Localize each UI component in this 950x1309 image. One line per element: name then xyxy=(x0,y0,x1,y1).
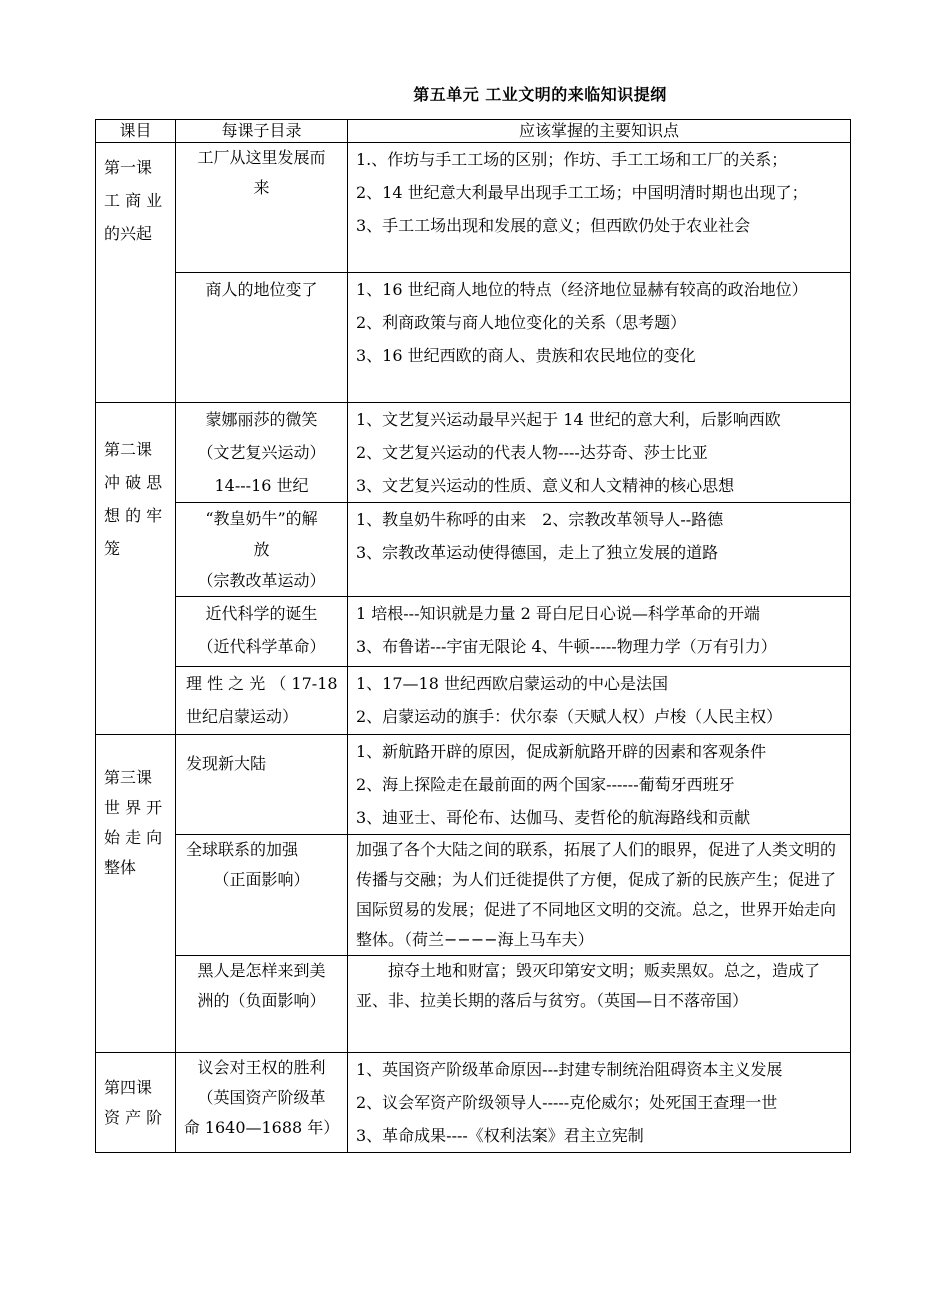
key-points: 1 培根---知识就是力量 2 哥白尼日心说—科学革命的开端 3、布鲁诺---宇宙无限论 4、牛顿-----物理力学（万有引力） xyxy=(348,597,851,667)
subsection-title: “教皇奶牛”的解 放 （宗教改革运动） xyxy=(176,503,348,597)
header-subsection: 每课子目录 xyxy=(176,120,348,143)
subsection-title: 近代科学的诞生 （近代科学革命） xyxy=(176,597,348,667)
subsection-title: 议会对王权的胜利 （英国资产阶级革 命 1640—1688 年） xyxy=(176,1053,348,1153)
lesson-name: 第三课 世 界 开 始 走 向 整体 xyxy=(96,735,176,1053)
key-points: 1、教皇奶牛称呼的由来 2、宗教改革领导人--路德 3、宗教改革运动使得德国，走上了独立发展的道路 xyxy=(348,503,851,597)
subsection-title: 全球联系的加强 （正面影响） xyxy=(176,835,348,956)
table-row xyxy=(96,503,851,597)
table-row xyxy=(96,735,851,835)
key-points: 掠夺土地和财富；毁灭印第安文明；贩卖黑奴。总之，造成了亚、非、拉美长期的落后与贫穷。（英国—日不落帝国） xyxy=(348,956,851,1053)
header-row xyxy=(96,120,851,143)
key-points: 1、17—18 世纪西欧启蒙运动的中心是法国 2、启蒙运动的旗手：伏尔泰（天赋人权）卢梭（人民主权） xyxy=(348,667,851,735)
table-row xyxy=(96,1053,851,1153)
subsection-title: 工厂从这里发展而 来 xyxy=(176,143,348,273)
subsection-title: 理 性 之 光 （ 17-18 世纪启蒙运动） xyxy=(176,667,348,735)
table-row xyxy=(96,667,851,735)
key-points: 1、16 世纪商人地位的特点（经济地位显赫有较高的政治地位） 2、利商政策与商人地位变化的关系（思考题） 3、16 世纪西欧的商人、贵族和农民地位的变化 xyxy=(348,273,851,403)
subsection-title: 发现新大陆 xyxy=(176,735,348,835)
table-row xyxy=(96,835,851,956)
page-title: 第五单元 工业文明的来临知识提纲 xyxy=(413,85,667,104)
subsection-title: 商人的地位变了 xyxy=(176,273,348,403)
table-row xyxy=(96,273,851,403)
key-points: 1.、作坊与手工工场的区别；作坊、手工工场和工厂的关系； 2、14 世纪意大利最早出现手工工场；中国明清时期也出现了； 3、手工工场出现和发展的意义；但西欧仍处于农业社会 xyxy=(348,143,851,273)
header-lesson: 课目 xyxy=(96,120,176,143)
header-key-points: 应该掌握的主要知识点 xyxy=(348,120,851,143)
lesson-name: 第四课 资 产 阶 xyxy=(96,1053,176,1153)
key-points: 加强了各个大陆之间的联系，拓展了人们的眼界，促进了人类文明的传播与交融；为人们迁徙提供了方便，促成了新的民族产生；促进了国际贸易的发展；促进了不同地区文明的交流。总之，世界开始走向整体。（荷兰−−−−海上马车夫） xyxy=(348,835,851,956)
subsection-title: 蒙娜丽莎的微笑 （文艺复兴运动） 14---16 世纪 xyxy=(176,403,348,503)
table-row xyxy=(96,956,851,1053)
key-points: 1、新航路开辟的原因，促成新航路开辟的因素和客观条件 2、海上探险走在最前面的两个国家------葡萄牙西班牙 3、迪亚士、哥伦布、达伽马、麦哲伦的航海路线和贡献 xyxy=(348,735,851,835)
table-row xyxy=(96,403,851,503)
knowledge-table xyxy=(95,119,851,1153)
lesson-name: 第二课 冲 破 思 想 的 牢 笼 xyxy=(96,403,176,735)
lesson-name: 第一课 工 商 业 的兴起 xyxy=(96,143,176,403)
subsection-title: 黑人是怎样来到美 洲的（负面影响） xyxy=(176,956,348,1053)
key-points: 1、文艺复兴运动最早兴起于 14 世纪的意大利，后影响西欧 2、文艺复兴运动的代表人物----达芬奇、莎士比亚 3、文艺复兴运动的性质、意义和人文精神的核心思想 xyxy=(348,403,851,503)
table-row xyxy=(96,143,851,273)
key-points: 1、英国资产阶级革命原因---封建专制统治阻碍资本主义发展 2、议会军资产阶级领导人-----克伦威尔；处死国王查理一世 3、革命成果----《权利法案》君主立宪制 xyxy=(348,1053,851,1153)
table-row xyxy=(96,597,851,667)
